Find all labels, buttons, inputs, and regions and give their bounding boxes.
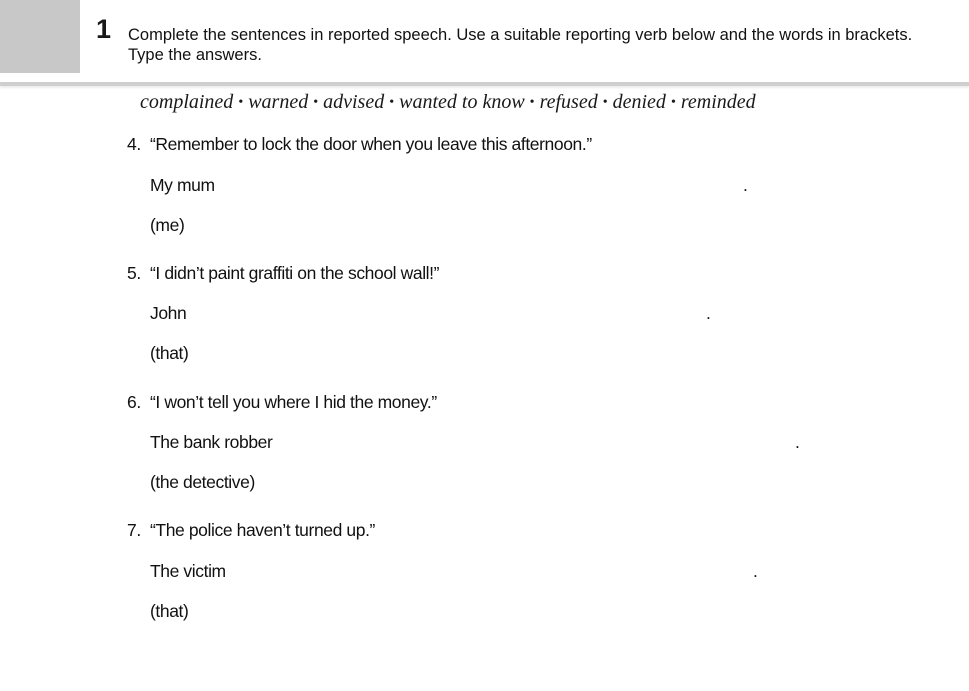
word-bank-item: complained — [140, 91, 234, 113]
word-bank-separator: • — [602, 95, 608, 110]
word-bank-separator: • — [313, 95, 319, 110]
question-6-end-punct: . — [795, 432, 800, 452]
word-bank-separator: • — [529, 95, 535, 110]
word-bank-separator: • — [238, 95, 244, 110]
question-7-end-punct: . — [753, 561, 758, 581]
question-number: 6. — [127, 392, 141, 412]
exercise-number: 1 — [96, 14, 112, 44]
word-bank-item: wanted to know — [399, 91, 525, 113]
question-number: 4. — [127, 134, 141, 154]
question-quote: “I didn’t paint graffiti on the school wall!” — [150, 263, 440, 283]
word-bank-item: advised — [323, 91, 385, 113]
question-quote: “I won’t tell you where I hid the money.” — [150, 392, 437, 412]
word-bank-item: reminded — [680, 91, 756, 113]
exercise-header — [0, 0, 969, 86]
question-7-starter: The victim — [150, 561, 226, 581]
exercise-instructions: Complete the sentences in reported speech. Use a suitable reporting verb below and the words in brackets. Type the answers. — [128, 26, 913, 64]
question-number: 5. — [127, 263, 141, 283]
word-bank-separator: • — [670, 95, 676, 110]
header-grey-tab — [0, 0, 80, 73]
word-bank — [140, 91, 756, 114]
question-quote: “Remember to lock the door when you leave this afternoon.” — [150, 134, 592, 154]
question-quote: “The police haven’t turned up.” — [150, 520, 375, 540]
question-6-hint: (the detective) — [150, 472, 255, 492]
question-7-quote-row — [127, 520, 375, 541]
question-number: 7. — [127, 520, 141, 540]
word-bank-item: warned — [248, 91, 309, 113]
question-7-hint: (that) — [150, 601, 189, 621]
question-4-end-punct: . — [743, 175, 748, 195]
question-5-hint: (that) — [150, 343, 189, 363]
question-6-starter: The bank robber — [150, 432, 273, 452]
question-5-quote-row — [127, 263, 439, 284]
question-4-quote-row — [127, 134, 592, 155]
word-bank-separator: • — [389, 95, 395, 110]
question-4-hint: (me) — [150, 215, 185, 235]
question-6-quote-row — [127, 392, 437, 413]
question-5-starter: John — [150, 303, 187, 323]
word-bank-item: denied — [612, 91, 666, 113]
word-bank-item: refused — [539, 91, 598, 113]
question-5-end-punct: . — [706, 303, 711, 323]
question-4-starter: My mum — [150, 175, 215, 195]
